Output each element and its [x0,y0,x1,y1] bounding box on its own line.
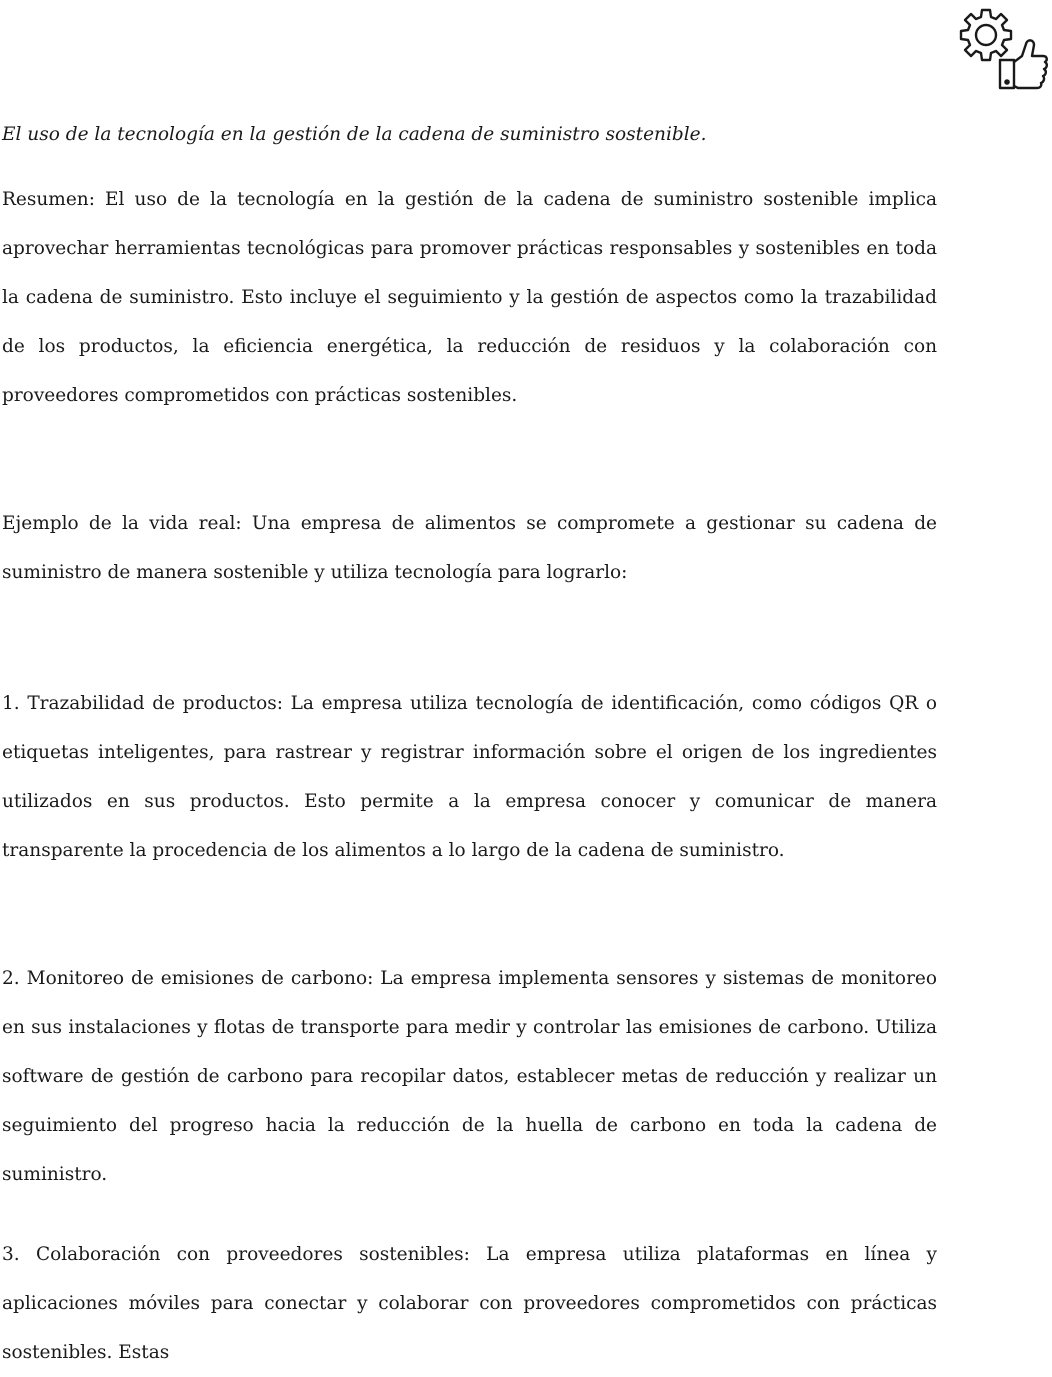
list-item-traceability: 1. Trazabilidad de productos: La empresa utiliza tecnología de identificación, como códigos QR o etiquetas inteligentes, para rastrear y registrar información sobre el origen de los ingredientes utilizados en sus productos. Esto permite a la empresa conocer y comunicar de manera transparente la procedencia de los alimentos a lo largo de la cadena de suministro. [2,693,937,861]
example-intro-paragraph: Ejemplo de la vida real: Una empresa de alimentos se compromete a gestionar su cadena de suministro de manera sostenible y utiliza tecnología para lograrlo: [2,513,937,583]
list-item-supplier-collaboration: 3. Colaboración con proveedores sostenibles: La empresa utiliza plataformas en línea y aplicaciones móviles para conectar y colaborar con proveedores comprometidos con prácticas sostenibles. Estas [2,1244,937,1363]
list-item-carbon-monitoring: 2. Monitoreo de emisiones de carbono: La empresa implementa sensores y sistemas de monitoreo en sus instalaciones y flotas de transporte para medir y controlar las emisiones de carbono. Utiliza software de gestión de carbono para recopilar datos, establecer metas de reducción y realizar un seguimiento del progreso hacia la reducción de la huella de carbono en toda la cadena de suministro. [2,968,937,1185]
document-title: El uso de la tecnología en la gestión de la cadena de suministro sostenible. [2,124,707,145]
summary-paragraph: Resumen: El uso de la tecnología en la gestión de la cadena de suministro sostenible implica aprovechar herramientas tecnológicas para promover prácticas responsables y sostenibles en toda la cadena de suministro. Esto incluye el seguimiento y la gestión de aspectos como la trazabilidad de los productos, la eficiencia energética, la reducción de residuos y la colaboración con proveedores comprometidos con prácticas sostenibles. [2,189,937,406]
gear-thumbs-up-icon [956,4,1050,94]
